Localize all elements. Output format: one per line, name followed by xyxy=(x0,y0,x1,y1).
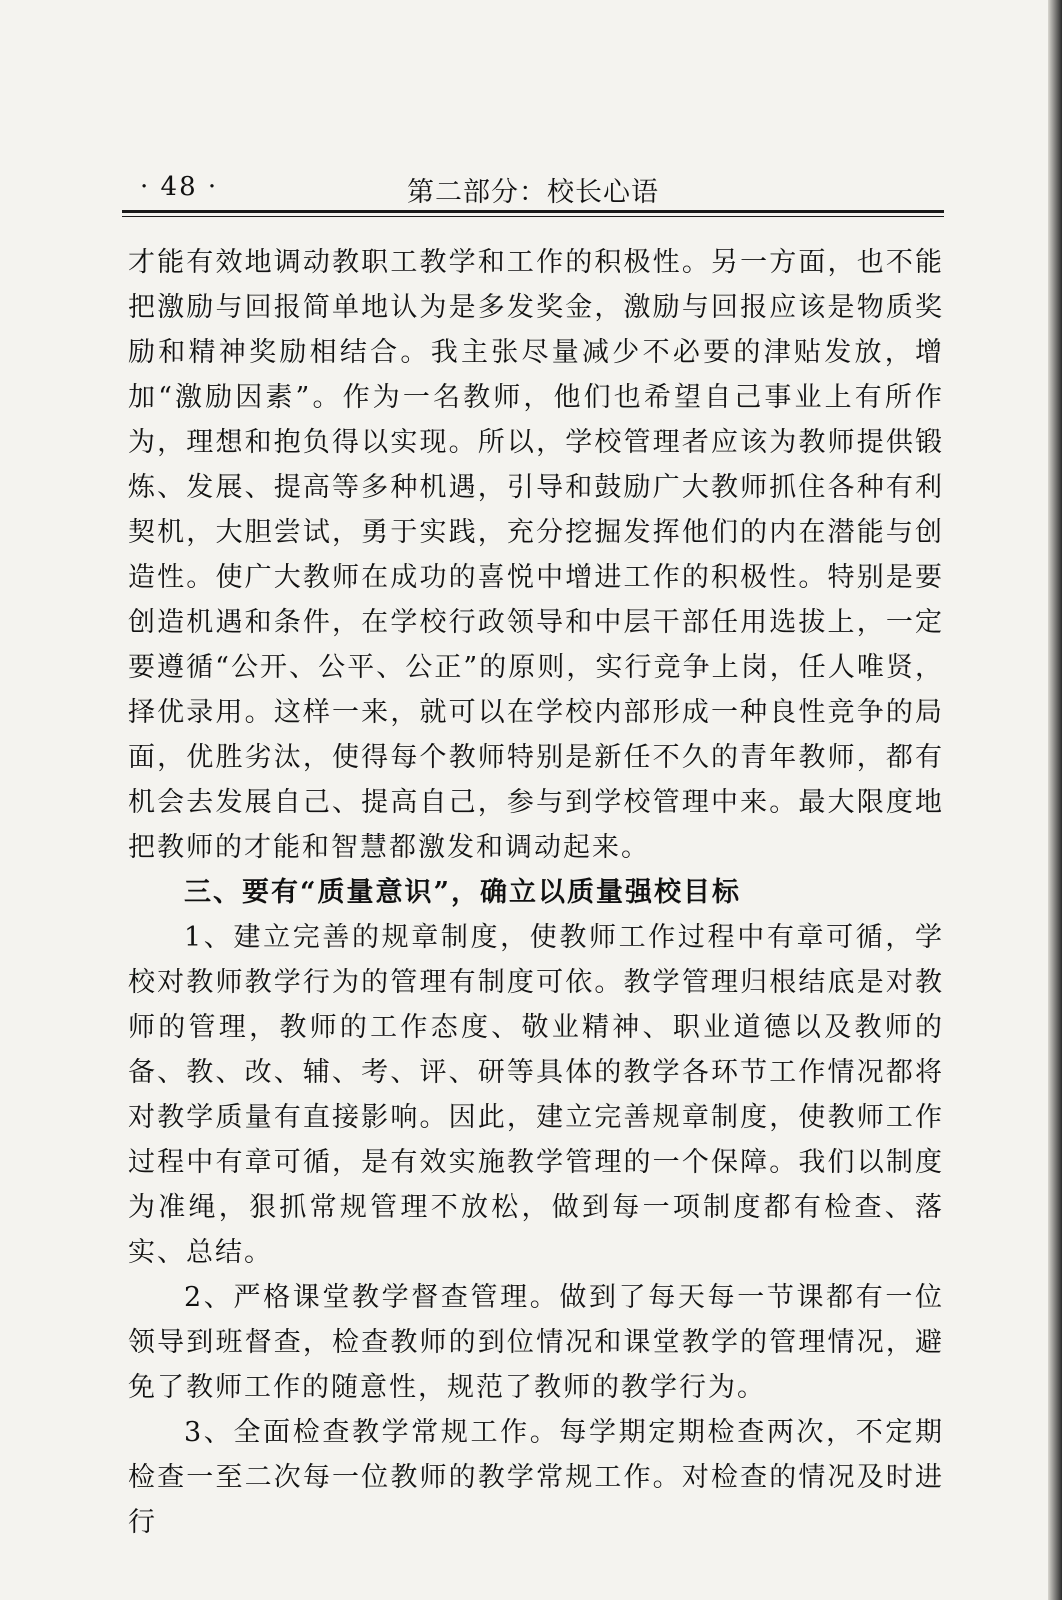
paragraph-continued: 才能有效地调动教职工教学和工作的积极性。另一方面，也不能把激励与回报简单地认为是多发奖金，激励与回报应该是物质奖励和精神奖励相结合。我主张尽量减少不必要的津贴发放，增加“激励因素”。作为一名教师，他们也希望自己事业上有所作为，理想和抱负得以实现。所以，学校管理者应该为教师提供锻炼、发展、提高等多种机遇，引导和鼓励广大教师抓住各种有利契机，大胆尝试，勇于实践，充分挖掘发挥他们的内在潜能与创造性。使广大教师在成功的喜悦中增进工作的积极性。特别是要创造机遇和条件，在学校行政领导和中层干部任用选拔上，一定要遵循“公开、公平、公正”的原则，实行竞争上岗，任人唯贤，择优录用。这样一来，就可以在学校内部形成一种良性竞争的局面，优胜劣汰，使得每个教师特别是新任不久的青年教师，都有机会去发展自己、提高自己，参与到学校管理中来。最大限度地把教师的才能和智慧都激发和调动起来。 xyxy=(128,247,944,863)
body-text xyxy=(128,240,944,1545)
running-title: 第二部分：校长心语 xyxy=(407,177,659,208)
page-header xyxy=(122,168,944,212)
header-rule-thick xyxy=(122,210,944,213)
paragraph-item-2: 2、严格课堂教学督查管理。做到了每天每一节课都有一位领导到班督查，检查教师的到位情况和课堂教学的管理情况，避免了教师工作的随意性，规范了教师的教学行为。 xyxy=(128,1282,944,1403)
header-rule-thin xyxy=(122,216,944,217)
paragraph-item-1: 1、建立完善的规章制度，使教师工作过程中有章可循，学校对教师教学行为的管理有制度可依。教学管理归根结底是对教师的管理，教师的工作态度、敬业精神、职业道德以及教师的备、教、改、辅、考、评、研等具体的教学各环节工作情况都将对教学质量有直接影响。因此，建立完善规章制度，使教师工作过程中有章可循，是有效实施教学管理的一个保障。我们以制度为准绳，狠抓常规管理不放松，做到每一项制度都有检查、落实、总结。 xyxy=(128,922,944,1268)
paragraph-item-3: 3、全面检查教学常规工作。每学期定期检查两次，不定期检查一至二次每一位教师的教学常规工作。对检查的情况及时进行 xyxy=(128,1417,944,1538)
page-number: · 48 · xyxy=(140,172,219,202)
section-heading: 三、要有“质量意识”，确立以质量强校目标 xyxy=(184,877,742,908)
scan-edge xyxy=(1048,0,1062,1600)
